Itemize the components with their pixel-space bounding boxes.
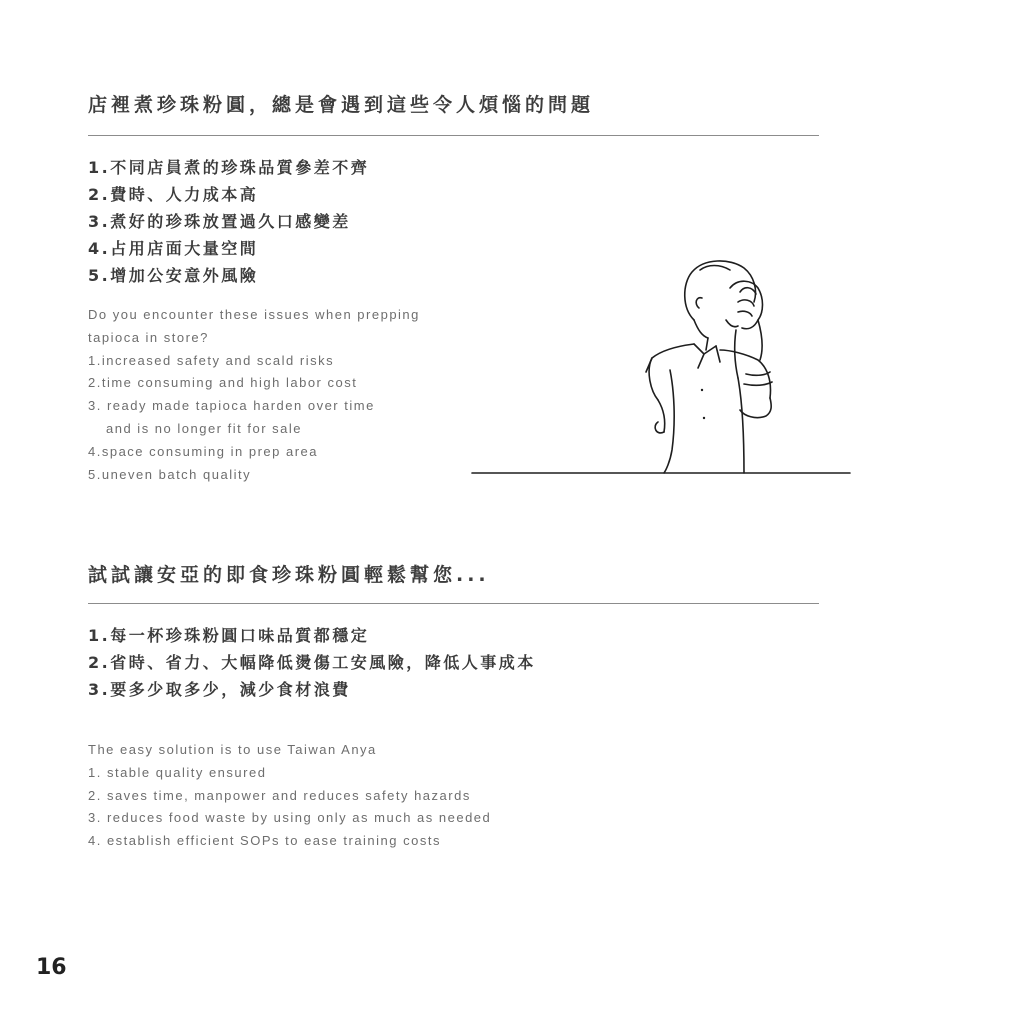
page-number: 16 xyxy=(36,955,67,980)
left-arm xyxy=(649,344,694,400)
list-item: 2.費時、人力成本高 xyxy=(88,185,259,204)
torso-right xyxy=(738,378,744,473)
section2-divider xyxy=(88,603,819,604)
list-item: 1.每一杯珍珠粉圓口味品質都穩定 xyxy=(88,626,370,645)
stressed-man-illustration xyxy=(468,250,858,482)
list-item: 2.省時、省力、大幅降低燙傷工安風險，降低人事成本 xyxy=(88,653,536,672)
list-item: 5.增加公安意外風險 xyxy=(88,266,259,285)
list-item: 4.space consuming in prep area xyxy=(88,443,319,459)
section1-zh-list xyxy=(88,154,369,289)
list-item: 2.time consuming and high labor cost xyxy=(88,375,358,391)
en-intro-line: tapioca in store? xyxy=(88,329,209,345)
en-intro-line: Do you encounter these issues when prepping xyxy=(88,307,420,322)
section1-divider xyxy=(88,135,819,136)
list-item: 1.不同店員煮的珍珠品質參差不齊 xyxy=(88,158,370,177)
section1-en-block xyxy=(88,304,420,486)
list-item: 3. ready made tapioca harden over time xyxy=(88,398,375,414)
list-item: 4. establish efficient SOPs to ease training costs xyxy=(88,833,441,849)
list-item: and is no longer fit for sale xyxy=(106,420,302,436)
section1-heading: 店裡煮珍珠粉圓，總是會遇到這些令人煩惱的問題 xyxy=(88,94,595,116)
list-item: 4.占用店面大量空間 xyxy=(88,239,259,258)
list-item: 3.煮好的珍珠放置過久口感變差 xyxy=(88,212,351,231)
section2-en-block xyxy=(88,739,491,853)
section2-heading: 試試讓安亞的即食珍珠粉圓輕鬆幫您... xyxy=(88,564,490,586)
section2-zh-list xyxy=(88,622,536,703)
section1-en-list xyxy=(88,350,420,487)
list-item: 2. saves time, manpower and reduces safety hazards xyxy=(88,787,471,803)
list-item: 5.uneven batch quality xyxy=(88,466,252,482)
list-item: 1.increased safety and scald risks xyxy=(88,352,335,368)
torso-left xyxy=(664,370,674,473)
list-item: 3. reduces food waste by using only as much as needed xyxy=(88,810,492,826)
list-item: 3.要多少取多少，減少食材浪費 xyxy=(88,680,351,699)
section2-en-list xyxy=(88,762,491,853)
en-intro-line: The easy solution is to use Taiwan Anya xyxy=(88,742,377,757)
list-item: 1. stable quality ensured xyxy=(88,764,267,780)
